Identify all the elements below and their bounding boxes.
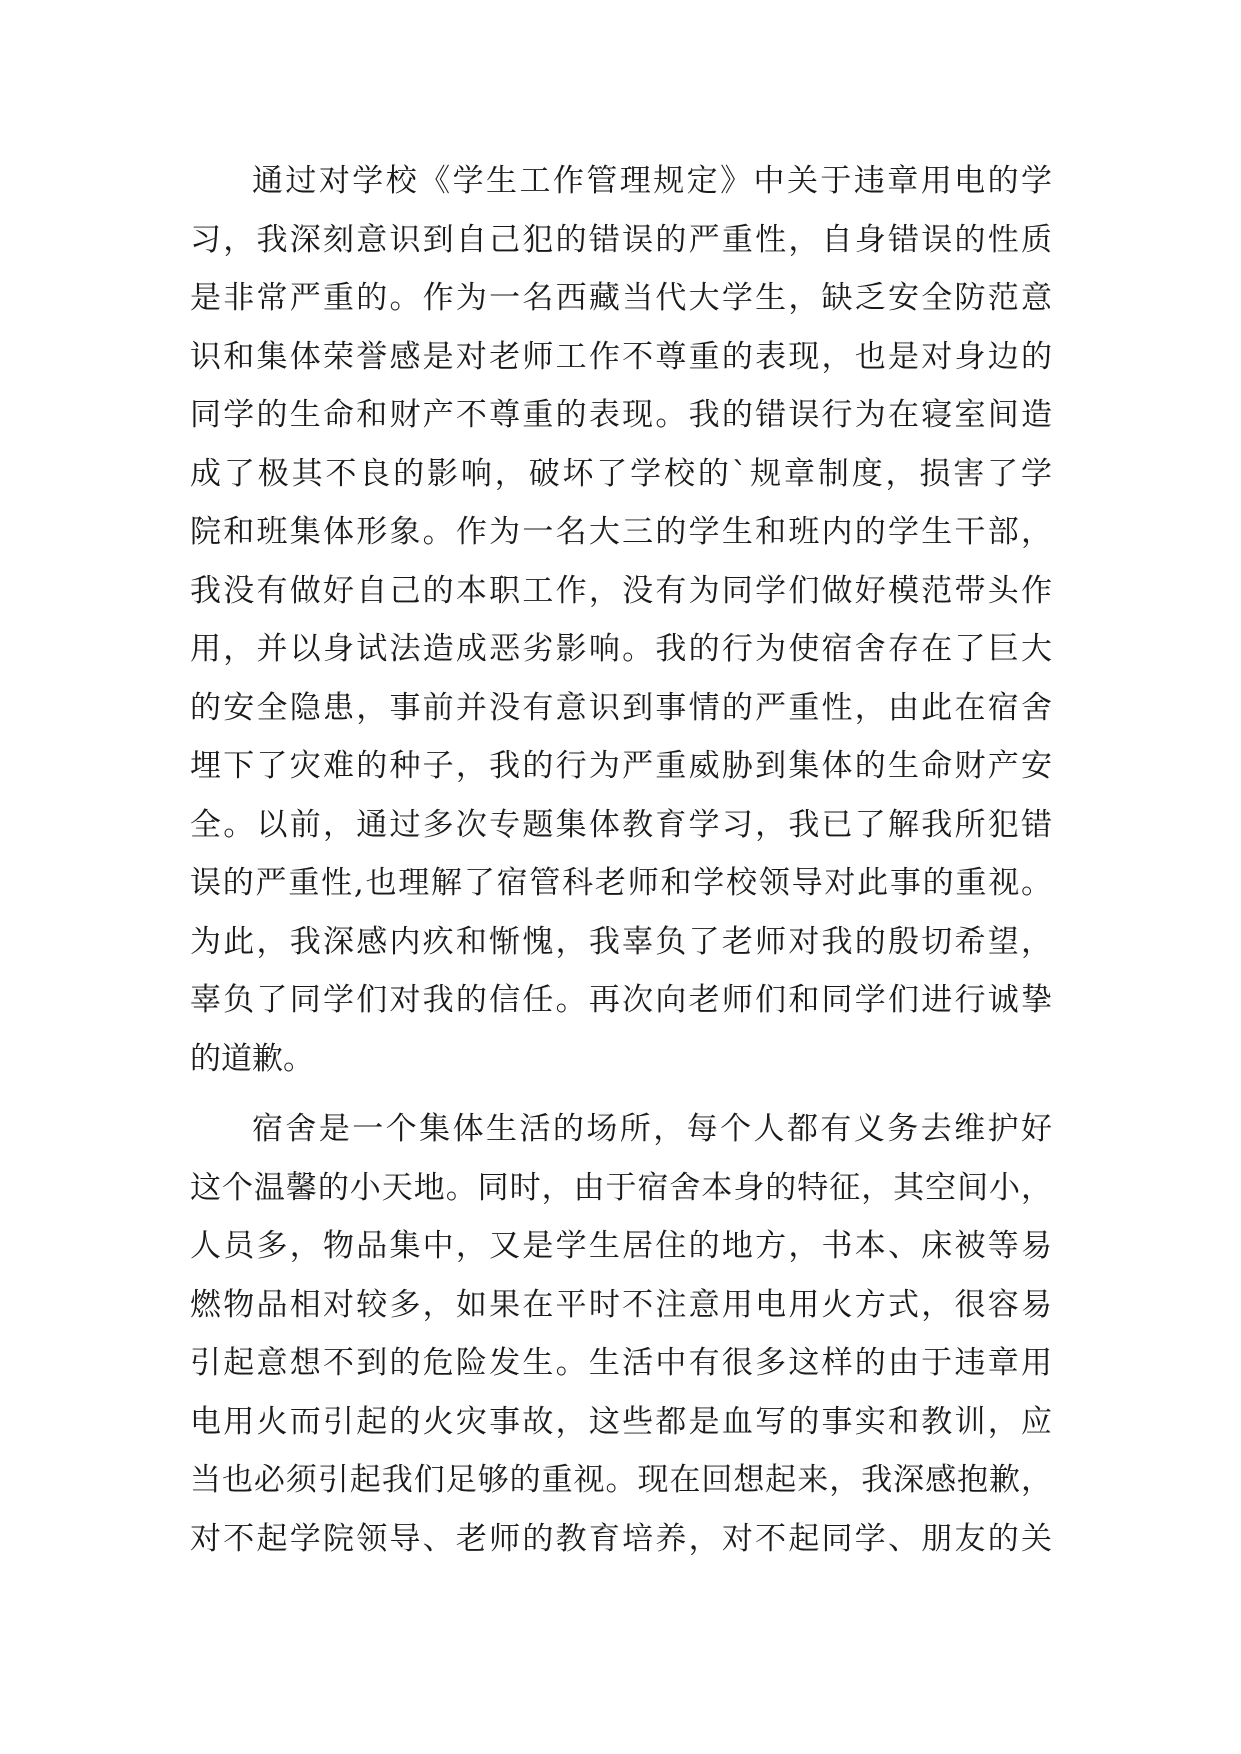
- text-line: 的道歉。: [190, 1040, 314, 1077]
- text-line: 误的严重性,也理解了宿管科老师和学校领导对此事的重视。: [190, 865, 1052, 901]
- document-body: [190, 152, 1052, 1568]
- text-line: 全。以前，通过多次专题集体教育学习，我已了解我所犯错: [190, 806, 1052, 843]
- paragraph-spacer: [190, 1088, 1052, 1100]
- text-line: 燃物品相对较多，如果在平时不注意用电用火方式，很容易: [190, 1286, 1052, 1323]
- text-line: 电用火而引起的火灾事故，这些都是血写的事实和教训，应: [190, 1403, 1052, 1440]
- text-line: 当也必须引起我们足够的重视。现在回想起来，我深感抱歉，: [190, 1462, 1052, 1498]
- text-line: 引起意想不到的危险发生。生活中有很多这样的由于违章用: [190, 1345, 1052, 1381]
- text-line: 是非常严重的。作为一名西藏当代大学生，缺乏安全防范意: [190, 280, 1052, 316]
- text-line: 通过对学校《学生工作管理规定》中关于违章用电的学: [252, 163, 1052, 199]
- paragraph: [190, 152, 1052, 1088]
- text-line: 识和集体荣誉感是对老师工作不尊重的表现，也是对身边的: [190, 338, 1052, 375]
- text-line: 同学的生命和财产不尊重的表现。我的错误行为在寝室间造: [190, 397, 1052, 433]
- text-line: 成了极其不良的影响，破坏了学校的`规章制度，损害了学: [190, 455, 1052, 492]
- text-line: 习，我深刻意识到自己犯的错误的严重性，自身错误的性质: [190, 221, 1052, 258]
- text-line: 这个温馨的小天地。同时，由于宿舍本身的特征，其空间小，: [190, 1169, 1052, 1206]
- text-line: 院和班集体形象。作为一名大三的学生和班内的学生干部，: [190, 514, 1052, 550]
- paragraph: [190, 1100, 1052, 1568]
- text-line: 我没有做好自己的本职工作，没有为同学们做好模范带头作: [190, 572, 1052, 609]
- text-line: 的安全隐患，事前并没有意识到事情的严重性，由此在宿舍: [190, 689, 1052, 726]
- text-line: 为此，我深感内疚和惭愧，我辜负了老师对我的殷切希望，: [190, 923, 1052, 960]
- text-line: 宿舍是一个集体生活的场所，每个人都有义务去维护好: [252, 1111, 1052, 1147]
- text-line: 辜负了同学们对我的信任。再次向老师们和同学们进行诚挚: [190, 982, 1052, 1018]
- text-line: 对不起学院领导、老师的教育培养，对不起同学、朋友的关: [190, 1520, 1052, 1557]
- text-line: 埋下了灾难的种子，我的行为严重威胁到集体的生命财产安: [190, 748, 1052, 784]
- text-line: 用，并以身试法造成恶劣影响。我的行为使宿舍存在了巨大: [190, 631, 1052, 667]
- text-line: 人员多，物品集中，又是学生居住的地方，书本、床被等易: [190, 1228, 1052, 1264]
